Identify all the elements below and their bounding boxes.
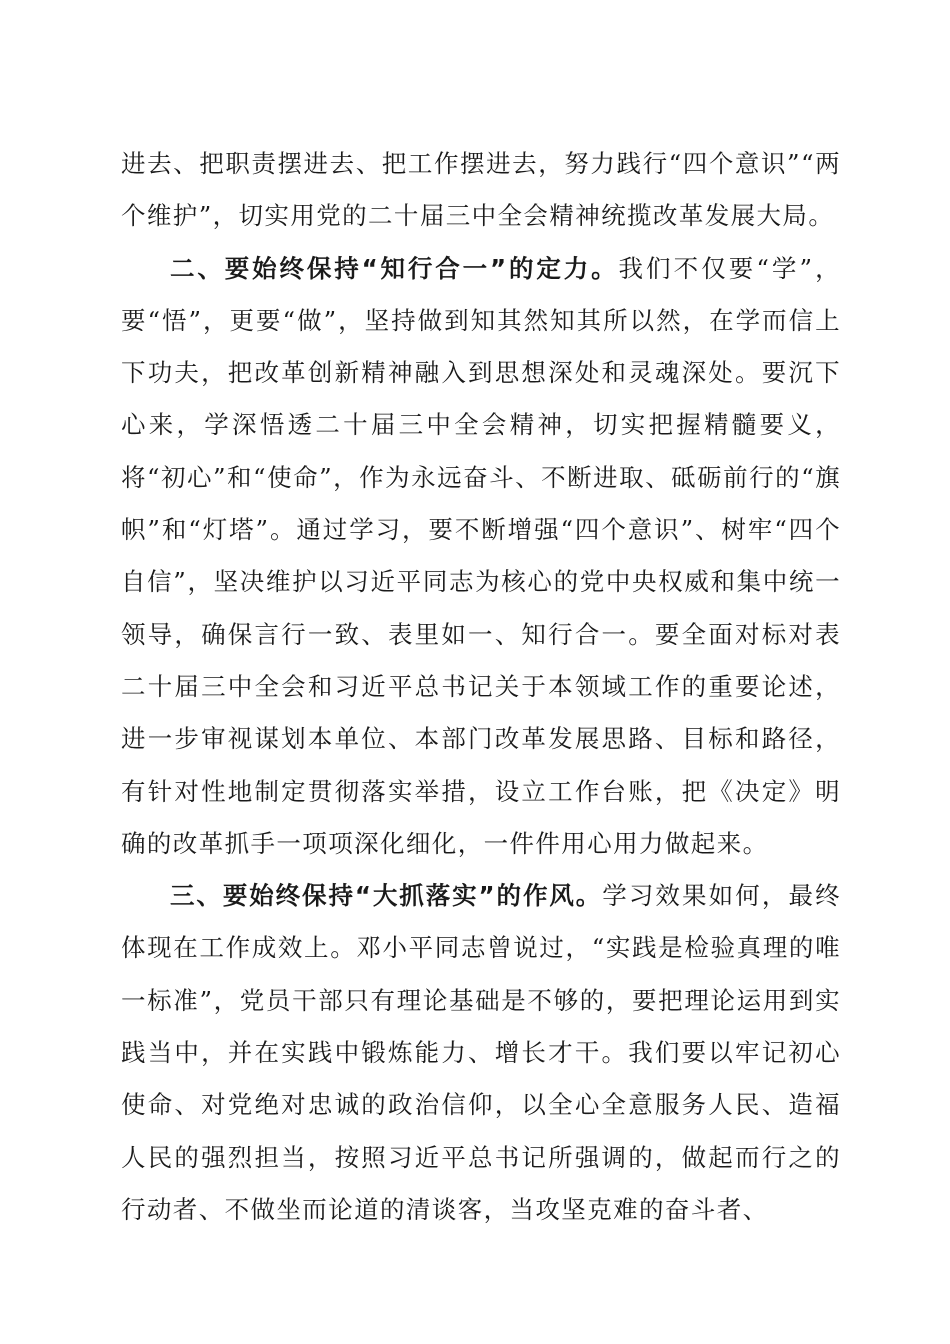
section-heading: 二、要始终保持“知行合一”的定力。 bbox=[170, 253, 619, 283]
paragraph-section-three bbox=[121, 870, 841, 1236]
paragraph-body: 我们不仅要“学”，要“悟”，更要“做”，坚持做到知其然知其所以然，在学而信上下功夫，把改革创新精神融入到思想深处和灵魂深处。要沉下心来，学深悟透二十届三中全会精神，切实把握精髓要义，将“初心”和“使命”，作为永远奋斗、不断进取、砥砺前行的“旗帜”和“灯塔”。通过学习，要不断增强“四个意识”、树牢“四个自信”，坚决维护以习近平同志为核心的党中央权威和集中统一领导，确保言行一致、表里如一、知行合一。要全面对标对表二十届三中全会和习近平总书记关于本领域工作的重要论述，进一步审视谋划本单位、本部门改革发展思路、目标和路径，有针对性地制定贯彻落实举措，设立工作台账，把《决定》明确的改革抓手一项项深化细化，一件件用心用力做起来。 bbox=[121, 253, 841, 858]
paragraph-body: 学习效果如何，最终体现在工作成效上。邓小平同志曾说过，“实践是检验真理的唯一标准”，党员干部只有理论基础是不够的，要把理论运用到实践当中，并在实践中锻炼能力、增长才干。我们要以牢记初心使命、对党绝对忠诚的政治信仰，以全心全意服务人民、造福人民的强烈担当，按照习近平总书记所强调的，做起而行之的行动者、不做坐而论道的清谈客，当攻坚克难的奋斗者、 bbox=[121, 881, 841, 1224]
document-body bbox=[121, 138, 841, 1236]
paragraph-continuation bbox=[121, 138, 841, 243]
section-heading: 三、要始终保持“大抓落实”的作风。 bbox=[170, 881, 603, 911]
paragraph-body: 进去、把职责摆进去、把工作摆进去，努力践行“四个意识”“两个维护”，切实用党的二十届三中全会精神统揽改革发展大局。 bbox=[121, 149, 841, 231]
paragraph-section-two bbox=[121, 243, 841, 871]
